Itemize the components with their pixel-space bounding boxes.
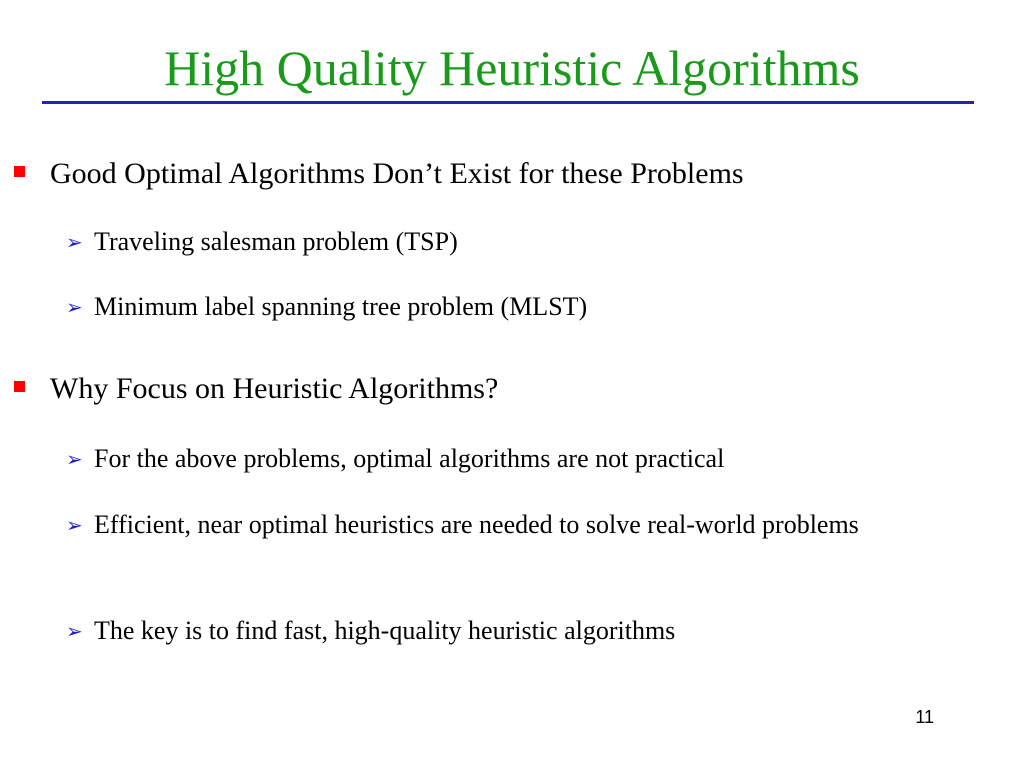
arrow-bullet-icon: ➢ bbox=[66, 230, 83, 254]
page-number: 11 bbox=[915, 707, 934, 727]
bullet-text: Good Optimal Algorithms Don’t Exist for these Problems bbox=[50, 157, 744, 190]
sub-bullet-text: For the above problems, optimal algorithms are not practical bbox=[94, 444, 725, 473]
square-bullet-icon bbox=[14, 166, 25, 177]
sub-bullet-text: The key is to find fast, high-quality heuristic algorithms bbox=[94, 616, 676, 645]
arrow-bullet-icon: ➢ bbox=[66, 447, 83, 471]
sub-bullet-text: Efficient, near optimal heuristics are needed to solve real-world problems bbox=[94, 510, 859, 539]
slide-title: High Quality Heuristic Algorithms bbox=[164, 40, 860, 96]
arrow-bullet-icon: ➢ bbox=[66, 513, 83, 537]
arrow-bullet-icon: ➢ bbox=[66, 619, 83, 643]
title-underline bbox=[42, 101, 974, 104]
sub-bullet-text: Traveling salesman problem (TSP) bbox=[94, 227, 458, 256]
sub-bullet-text: Minimum label spanning tree problem (MLST) bbox=[94, 292, 588, 321]
bullet-text: Why Focus on Heuristic Algorithms? bbox=[50, 372, 499, 405]
arrow-bullet-icon: ➢ bbox=[66, 295, 83, 319]
square-bullet-icon bbox=[14, 381, 25, 392]
